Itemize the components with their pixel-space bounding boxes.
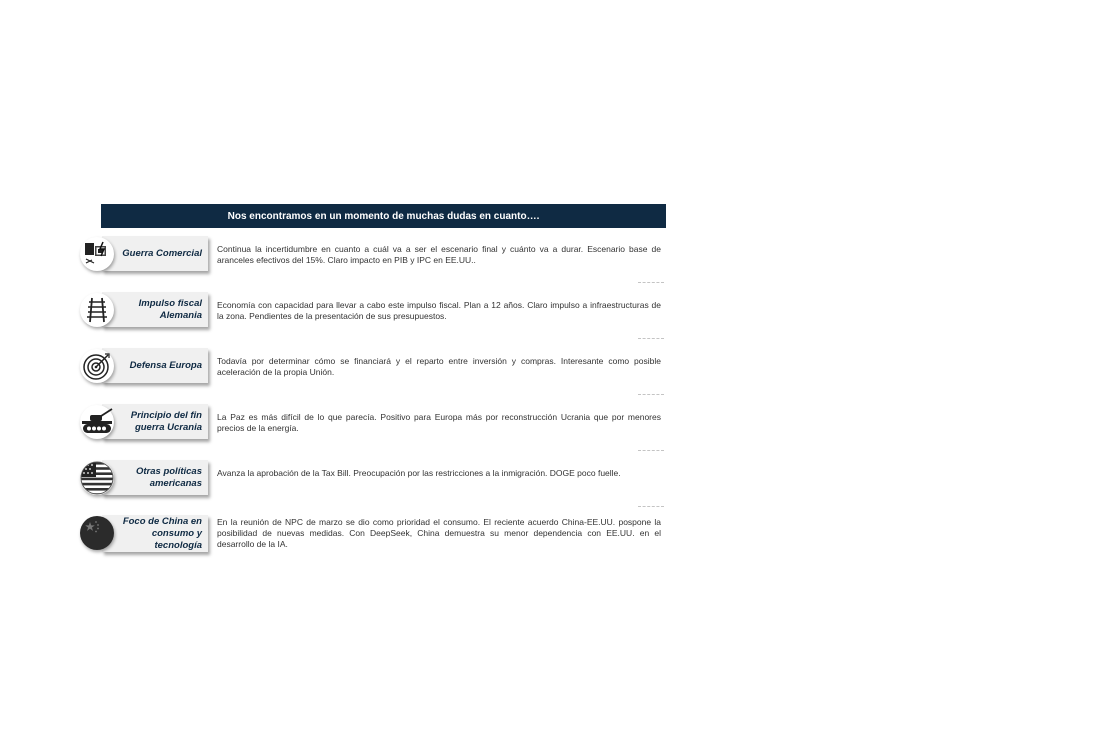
topic-label: Principio del fin guerra Ucrania — [130, 409, 202, 433]
trade-war-icon — [80, 237, 114, 271]
topic-row-guerra-ucrania — [76, 404, 666, 444]
topic-label: Defensa Europa — [129, 359, 202, 371]
topic-description: Todavía por determinar cómo se financiará y el reparto entre inversión y compras. Interesante como posible aceleración de la propia Unión. — [217, 356, 661, 377]
section-header — [101, 204, 666, 228]
row-separator — [638, 338, 664, 339]
topic-row-defensa-europa — [76, 348, 666, 388]
topic-label: Guerra Comercial — [122, 247, 202, 259]
topic-label: Impulso fiscal Alemania — [138, 297, 202, 321]
section-title: Nos encontramos en un momento de muchas dudas en cuanto…. — [227, 210, 540, 222]
tank-icon — [80, 405, 114, 439]
topic-label-box — [102, 236, 208, 271]
topic-label-box — [102, 348, 208, 383]
topic-description: En la reunión de NPC de marzo se dio como prioridad el consumo. El reciente acuerdo China-EE.UU. pospone la posibilidad de nuevas medidas. Con DeepSeek, China demuestra su menor dependencia con EE.UU. en el desarrollo de la IA. — [217, 517, 661, 549]
topic-description: Continua la incertidumbre en cuanto a cuál va a ser el escenario final y cuánto va a durar. Escenario base de aranceles efectivos del 15%. Claro impacto en PIB y IPC en EE.UU.. — [217, 244, 661, 265]
topic-label: Otras políticas americanas — [136, 465, 202, 489]
topic-row-impulso-fiscal — [76, 292, 666, 332]
row-separator — [638, 450, 664, 451]
china-flag-icon — [80, 516, 114, 550]
railway-track-icon — [80, 293, 114, 327]
row-separator — [638, 506, 664, 507]
topic-label-box — [102, 515, 208, 552]
topic-description: Avanza la aprobación de la Tax Bill. Preocupación por las restricciones a la inmigración. DOGE poco fuelle. — [217, 468, 621, 478]
topic-label-box — [102, 404, 208, 439]
topic-label-box — [102, 460, 208, 495]
topic-label-box — [102, 292, 208, 327]
topic-description: Economía con capacidad para llevar a cabo este impulso fiscal. Plan a 12 años. Claro impulso a infraestructuras de la zona. Pendientes de la presentación de sus presupuestos. — [217, 300, 661, 321]
us-flag-icon — [80, 461, 114, 495]
target-icon — [80, 349, 114, 383]
topic-row-politicas-americanas — [76, 460, 666, 500]
row-separator — [638, 394, 664, 395]
row-separator — [638, 282, 664, 283]
topic-description: La Paz es más difícil de lo que parecía. Positivo para Europa más por reconstrucción Ucrania que por menores precios de la energía. — [217, 412, 661, 433]
topic-row-guerra-comercial — [76, 236, 666, 276]
topic-label: Foco de China en consumo y tecnología — [122, 515, 202, 551]
topic-row-china — [76, 515, 666, 555]
